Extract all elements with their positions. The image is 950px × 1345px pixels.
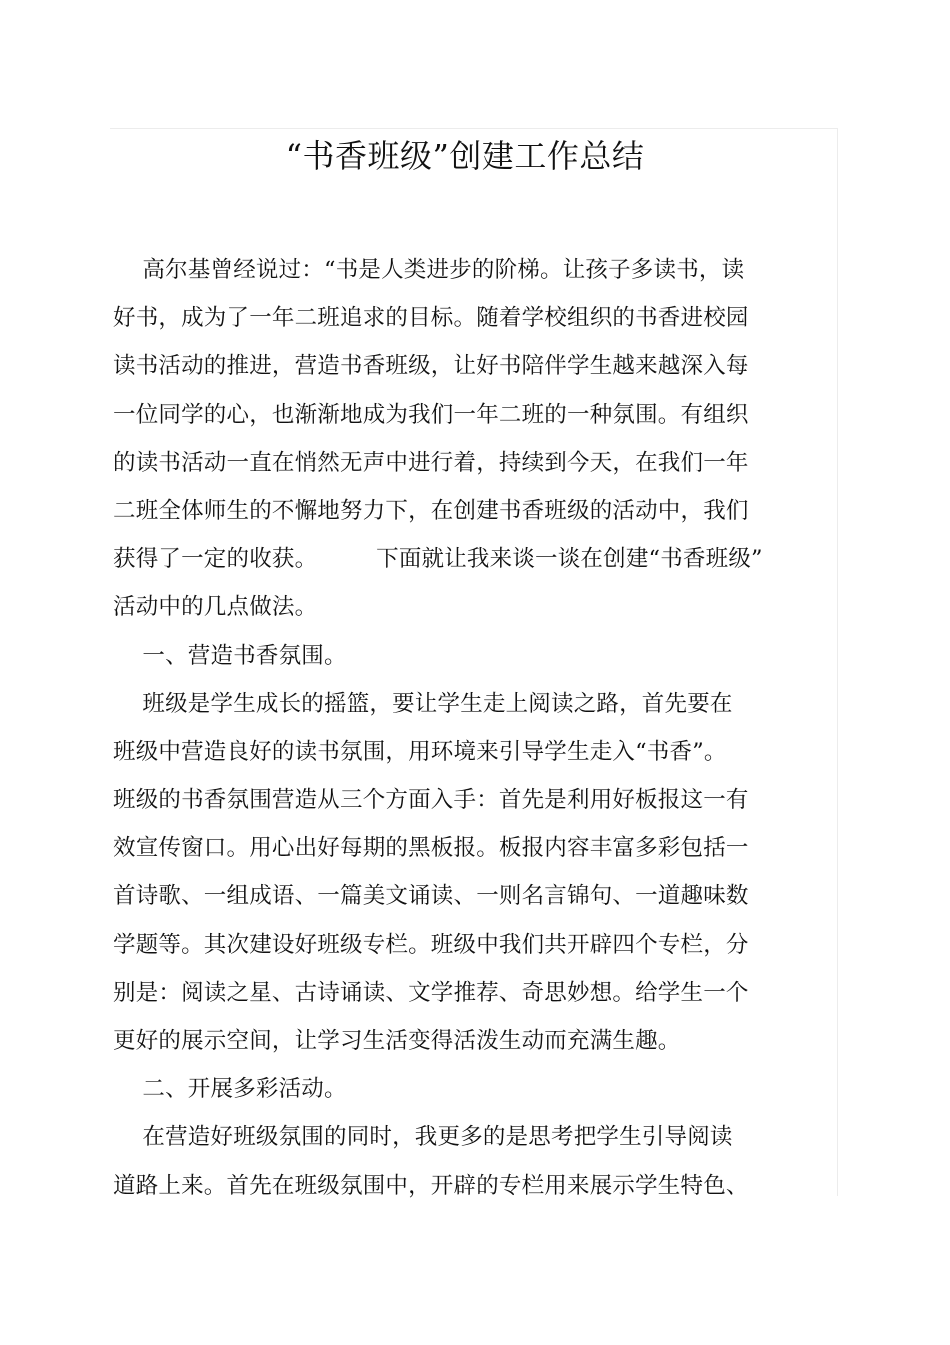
body-line: 道路上来。首先在班级氛围中，开辟的专栏用来展示学生特色、 [113, 1172, 749, 1199]
body-line: 首诗歌、一组成语、一篇美文诵读、一则名言锦句、一道趣味数 [113, 883, 749, 910]
body-line: 在营造好班级氛围的同时，我更多的是思考把学生引导阅读 [113, 1124, 733, 1151]
document-title: “书香班级”创建工作总结 [285, 137, 645, 175]
body-line: 一位同学的心，也渐渐地成为我们一年二班的一种氛围。有组织 [113, 401, 749, 428]
body-line: 的读书活动一直在悄然无声中进行着，持续到今天，在我们一年 [113, 449, 749, 476]
body-line: 班级是学生成长的摇篮，要让学生走上阅读之路，首先要在 [113, 690, 733, 717]
body-line: 别是：阅读之星、古诗诵读、文学推荐、奇思妙想。给学生一个 [113, 979, 749, 1006]
section-heading-2: 二、开展多彩活动。 [113, 1076, 347, 1103]
body-line: 活动中的几点做法。 [113, 594, 318, 621]
section-heading-1: 一、营造书香氛围。 [113, 642, 347, 669]
body-line: 获得了一定的收获。 下面就让我来谈一谈在创建“书香班级” [113, 546, 763, 573]
body-line: 高尔基曾经说过：“书是人类进步的阶梯。让孩子多读书，读 [113, 257, 745, 283]
page-border-right [837, 128, 838, 1196]
body-line: 班级中营造良好的读书氛围，用环境来引导学生走入“书香”。 [113, 738, 727, 765]
body-line: 班级的书香氛围营造从三个方面入手：首先是利用好板报这一有 [113, 787, 749, 814]
body-line: 二班全体师生的不懈地努力下，在创建书香班级的活动中，我们 [113, 497, 749, 524]
body-line: 好书，成为了一年二班追求的目标。随着学校组织的书香进校园 [113, 305, 749, 332]
body-line: 效宣传窗口。用心出好每期的黑板报。板报内容丰富多彩包括一 [113, 835, 749, 862]
body-line: 读书活动的推进，营造书香班级，让好书陪伴学生越来越深入每 [113, 353, 749, 380]
body-line: 更好的展示空间，让学习生活变得活泼生动而充满生趣。 [113, 1028, 681, 1054]
body-line: 学题等。其次建设好班级专栏。班级中我们共开辟四个专栏，分 [113, 931, 749, 958]
document-body [113, 246, 793, 1210]
